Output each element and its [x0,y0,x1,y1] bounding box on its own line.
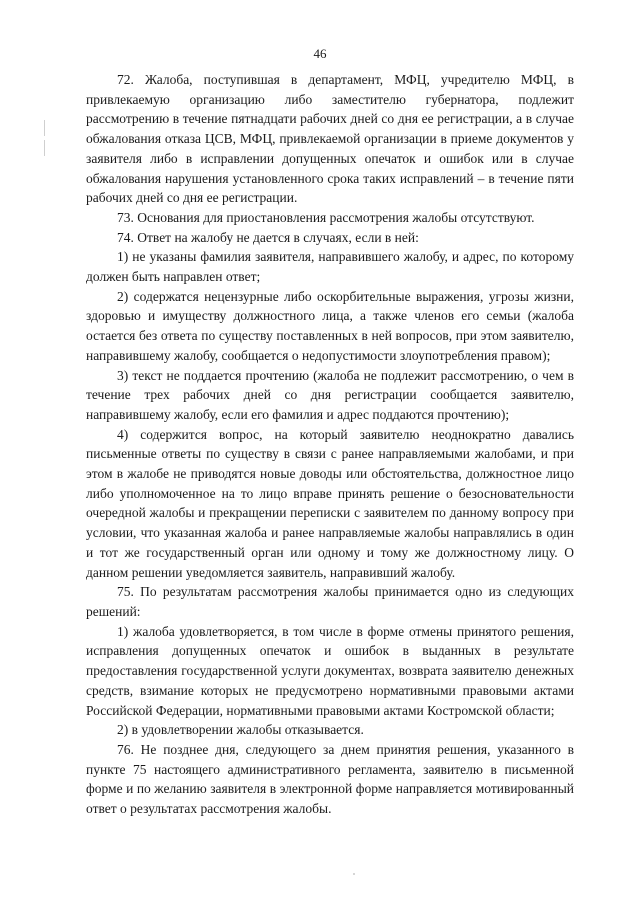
paragraph-73: 73. Основания для приостановления рассмотрения жалобы отсутствуют. [117,209,535,225]
paragraph-75: 75. По результатам рассмотрения жалобы принимается одно из следующих решений: [86,584,574,619]
scan-speck [353,873,355,875]
paragraph-75-item-2: 2) в удовлетворении жалобы отказывается. [117,722,364,738]
paragraph-74-item-2: 2) содержатся нецензурные либо оскорбительные выражения, угрозы жизни, здоровью и имуществу должностного лица, а также членов его семьи (жалоба остается без ответа по существу поставленных в ней вопросов, при этом заявителю, направившему жалобу, сообщается о недопустимости злоупотребления правом); [86,288,574,363]
margin-mark [44,120,45,136]
paragraph-74-item-4: 4) содержится вопрос, на который заявителю неоднократно давались письменные ответы по существу в связи с ранее направляемыми жалобами, и при этом в жалобе не приводятся новые доводы или обстоятельства, должностное лицо либо уполномоченное на то лицо вправе принять решение о безосновательности очередной жалобы и прекращении переписки с заявителем по данному вопросу при условии, что указанная жалоба и ранее направляемые жалобы направлялись в один и тот же государственный орган или одному и тому же должностному лицу. О данном решении уведомляется заявитель, направивший жалобу. [86,426,574,580]
paragraph-72: 72. Жалоба, поступившая в департамент, МФЦ, учредителю МФЦ, в привлекаемую организацию либо заместителю губернатора, подлежит рассмотрению в течение пятнадцати рабочих дней со дня ее регистрации, а в случае обжалования отказа ЦСВ, МФЦ, привлекаемой организации в приеме документов у заявителя либо в исправлении допущенных опечаток и ошибок или в случае обжалования нарушения установленного срока таких исправлений – в течение пяти рабочих дней со дня ее регистрации. [86,72,574,206]
margin-mark [44,140,45,156]
paragraph-74: 74. Ответ на жалобу не дается в случаях, если в ней: [117,229,419,245]
page-number: 46 [313,46,327,61]
document-body [86,70,574,819]
paragraph-75-item-1: 1) жалоба удовлетворяется, в том числе в форме отмены принятого решения, исправления допущенных опечаток и ошибок в выданных в результате предоставления государственной услуги документах, возврата заявителю денежных средств, взимание которых не предусмотрено нормативными правовыми актами Российской Федерации, нормативными правовыми актами Костромской области; [86,623,574,718]
paragraph-74-item-3: 3) текст не поддается прочтению (жалоба не подлежит рассмотрению, о чем в течение трех рабочих дней со дня регистрации сообщается заявителю, направившему жалобу, если его фамилия и адрес поддаются прочтению); [86,367,574,422]
paragraph-74-item-1: 1) не указаны фамилия заявителя, направившего жалобу, и адрес, по которому должен быть направлен ответ; [86,249,574,285]
paragraph-76: 76. Не позднее дня, следующего за днем принятия решения, указанного в пункте 75 настоящего административного регламента, заявителю в письменной форме и по желанию заявителя в электронной форме направляется мотивированный ответ о результатах рассмотрения жалобы. [86,741,574,817]
